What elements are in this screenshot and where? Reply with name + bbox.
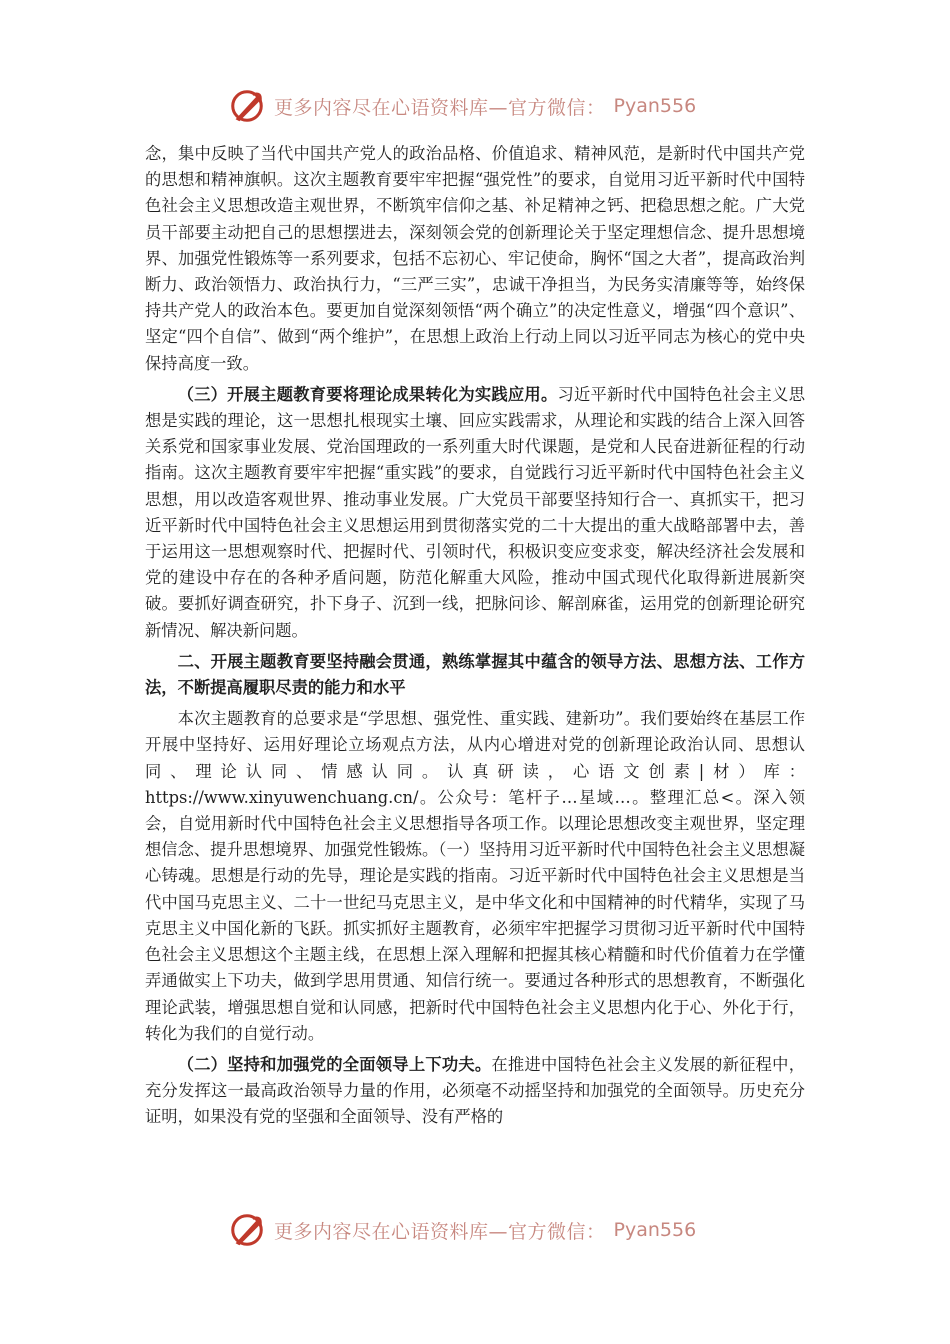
header-banner-brand: Pyan556 — [613, 95, 697, 117]
header-banner — [228, 86, 696, 126]
footer-banner-brand: Pyan556 — [613, 1219, 697, 1241]
pen-logo-icon — [228, 1211, 266, 1249]
document-body — [145, 141, 805, 1136]
paragraph-4: 本次主题教育的总要求是“学思想、强党性、重实践、建新功”。我们要始终在基层工作开展中坚持好、运用好理论立场观点方法，从内心增进对党的创新理论政治认同、思想认同、理论认同、情感认同。认真研读，心语文创素|材）库：https://www.xinyuwenchuang.cn/。公众号：笔杆子…星域…。整理汇总<。深入领会，自觉用新时代中国特色社会主义思想指导各项工作。以理论思想改变主观世界，坚定理想信念、提升思想境界、加强党性锻炼。（一）坚持用习近平新时代中国特色社会主义思想凝心铸魂。思想是行动的先导，理论是实践的指南。习近平新时代中国特色社会主义思想是当代中国马克思主义、二十一世纪马克思主义，是中华文化和中国精神的时代精华，实现了马克思主义中国化新的飞跃。抓实抓好主题教育，必须牢牢把握学习贯彻习近平新时代中国特色社会主义思想这个主题主线，在思想上深入理解和把握其核心精髓和时代价值着力在学懂弄通做实上下功夫，做到学思用贯通、知信行统一。要通过各种形式的思想教育，不断强化理论武装，增强思想自觉和认同感，把新时代中国特色社会主义思想内化于心、外化于行，转化为我们的自觉行动。 — [145, 709, 805, 1043]
pen-logo-icon — [228, 87, 266, 125]
header-banner-text: 更多内容尽在心语资料库—官方微信： — [274, 96, 606, 119]
paragraph-5 — [145, 1052, 805, 1131]
footer-banner-text: 更多内容尽在心语资料库—官方微信： — [274, 1220, 606, 1243]
paragraph-5-lead: （二）坚持和加强党的全面领导上下功夫。 — [177, 1054, 492, 1074]
paragraph-1: 念，集中反映了当代中国共产党人的政治品格、价值追求、精神风范，是新时代中国共产党的思想和精神旗帜。这次主题教育要牢牢把握“强党性”的要求，自觉用习近平新时代中国特色社会主义思想改造主观世界，不断筑牢信仰之基、补足精神之钙、把稳思想之舵。广大党员干部要主动把自己的思想摆进去，深刻领会党的创新理论关于坚定理想信念、提升思想境界、加强党性锻炼等一系列要求，包括不忘初心、牢记使命，胸怀“国之大者”，提高政治判断力、政治领悟力、政治执行力，“三严三实”，忠诚干净担当，为民务实清廉等等，始终保持共产党人的政治本色。要更加自觉深刻领悟“两个确立”的决定性意义，增强“四个意识”、坚定“四个自信”、做到“两个维护”，在思想上政治上行动上同以习近平同志为核心的党中央保持高度一致。 — [145, 144, 805, 373]
footer-banner — [228, 1210, 696, 1250]
paragraph-5-text: 在推进中国特色社会主义发展的新征程中，充分发挥这一最高政治领导力量的作用，必须毫不动摇坚持和加强党的全面领导。历史充分证明，如果没有党的坚强和全面领导、没有严格的 — [145, 1054, 805, 1127]
paragraph-2-text: 习近平新时代中国特色社会主义思想是实践的理论，这一思想扎根现实土壤、回应实践需求，从理论和实践的结合上深入回答关系党和国家事业发展、党治国理政的一系列重大时代课题，是党和人民奋进新征程的行动指南。这次主题教育要牢牢把握“重实践”的要求，自觉践行习近平新时代中国特色社会主义思想，用以改造客观世界、推动事业发展。广大党员干部要坚持知行合一、真抓实干，把习近平新时代中国特色社会主义思想运用到贯彻落实党的二十大提出的重大战略部署中去，善于运用这一思想观察时代、把握时代、引领时代，积极识变应变求变，解决经济社会发展和党的建设中存在的各种矛盾问题，防范化解重大风险，推动中国式现代化取得新进展新突破。要抓好调查研究，扑下身子、沉到一线，把脉问诊、解剖麻雀，运用党的创新理论研究新情况、解决新问题。 — [145, 384, 805, 640]
paragraph-2-lead: （三）开展主题教育要将理论成果转化为实践应用。 — [177, 384, 558, 404]
section-heading-2: 二、开展主题教育要坚持融会贯通，熟练掌握其中蕴含的领导方法、思想方法、工作方法，不断提高履职尽责的能力和水平 — [145, 651, 805, 698]
paragraph-2 — [145, 382, 805, 644]
